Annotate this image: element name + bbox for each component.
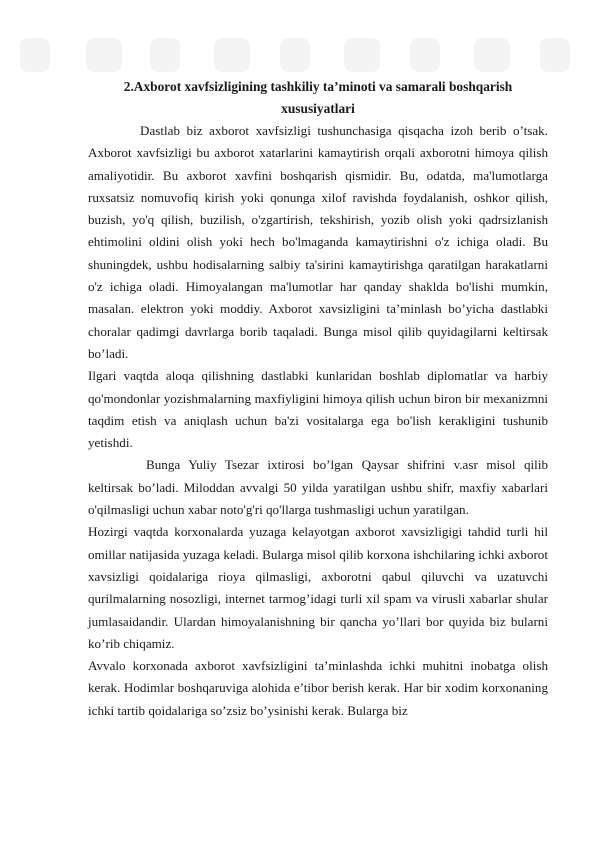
heading-line-1: 2.Axborot xavfsizligining tashkiliy ta’minoti va samarali boshqarish (123, 79, 513, 94)
paragraph-current-threats: Hozirgi vaqtda korxonalarda yuzaga kelayotgan axborot xavsizligigi tahdid turli hil omillar natijasida yuzaga keladi. Bularga misol qilib korxona ishchilaring ichki axborot xavsizligi qoidalariga rioya qilmasligi, axborotni qabul qiluvchi va uzatuvchi qurilmalarning nosozligi, internet tarmog’idagi turli xil spam va virusli xabarlar shular jumlasaidandir. Ulardan himoyalanishning bir qancha yo’llari bor quyida biz bularni ko’rib chiqamiz. (88, 524, 548, 651)
paragraph-history: Ilgari vaqtda aloqa qilishning dastlabki kunlaridan boshlab diplomatlar va harbiy qo'mondonlar yozishmalarning maxfiyligini himoya qilish uchun biron bir mexanizmni taqdim etish va aniqlash uchun ba'zi vositalarga ega bo'lish kerakligini tushunib yetishdi. (88, 368, 548, 451)
paragraph-caesar-cipher: Bunga Yuliy Tsezar ixtirosi bo’lgan Qaysar shifrini v.asr misol qilib keltirsak bo’ladi. Miloddan avvalgi 50 yilda yaratilgan ushbu shifr, maxfiy xabarlari o'qilmasligi uchun xabar noto'g'ri qo'llarga tushmasligi uchun yaratilgan. (88, 457, 548, 518)
section-heading (88, 76, 548, 119)
document-page (88, 76, 548, 722)
heading-line-2: xususiyatlari (281, 100, 355, 116)
paragraph-intro: Dastlab biz axborot xavfsizligi tushunchasiga qisqacha izoh berib o’tsak. Axborot xavfsizligi bu axborot xatarlarini kamaytirish orqali axborotni himoya qilish amaliyotidir. Bu axborot xavfini boshqarish qismidir. Bu, odatda, ma'lumotlarga ruxsatsiz nomuvofiq kirish yoki qonunga xilof ravishda foydalanish, oshkor qilish, buzish, yo'q qilish, buzilish, o'zgartirish, tekshirish, yozib olish yoki qadrsizlanish ehtimolini oldini olish yoki hech bo'lmaganda kamaytirishni o'z ichiga oladi. Bu shuningdek, ushbu hodisalarning salbiy ta'sirini kamaytirishga qaratilgan harakatlarni o'z ichiga oladi. Himoyalangan ma'lumotlar har qanday shaklda bo'lishi mumkin, masalan. elektron yoki moddiy. Axborot xavsizligini ta’minlash bo’yicha dastlabki choralar qadimgi davrlarga borib taqaladi. Bunga misol qilib quyidagilarni keltirsak bo’ladi. (88, 123, 548, 361)
paragraph-internal-environment: Avvalo korxonada axborot xavfsizligini ta’minlashda ichki muhitni inobatga olish kerak. Hodimlar boshqaruviga alohida e’tibor berish kerak. Har bir xodim korxonaning ichki tartib qoidalariga so’zsiz bo’ysinishi kerak. Bularga biz (88, 658, 548, 718)
